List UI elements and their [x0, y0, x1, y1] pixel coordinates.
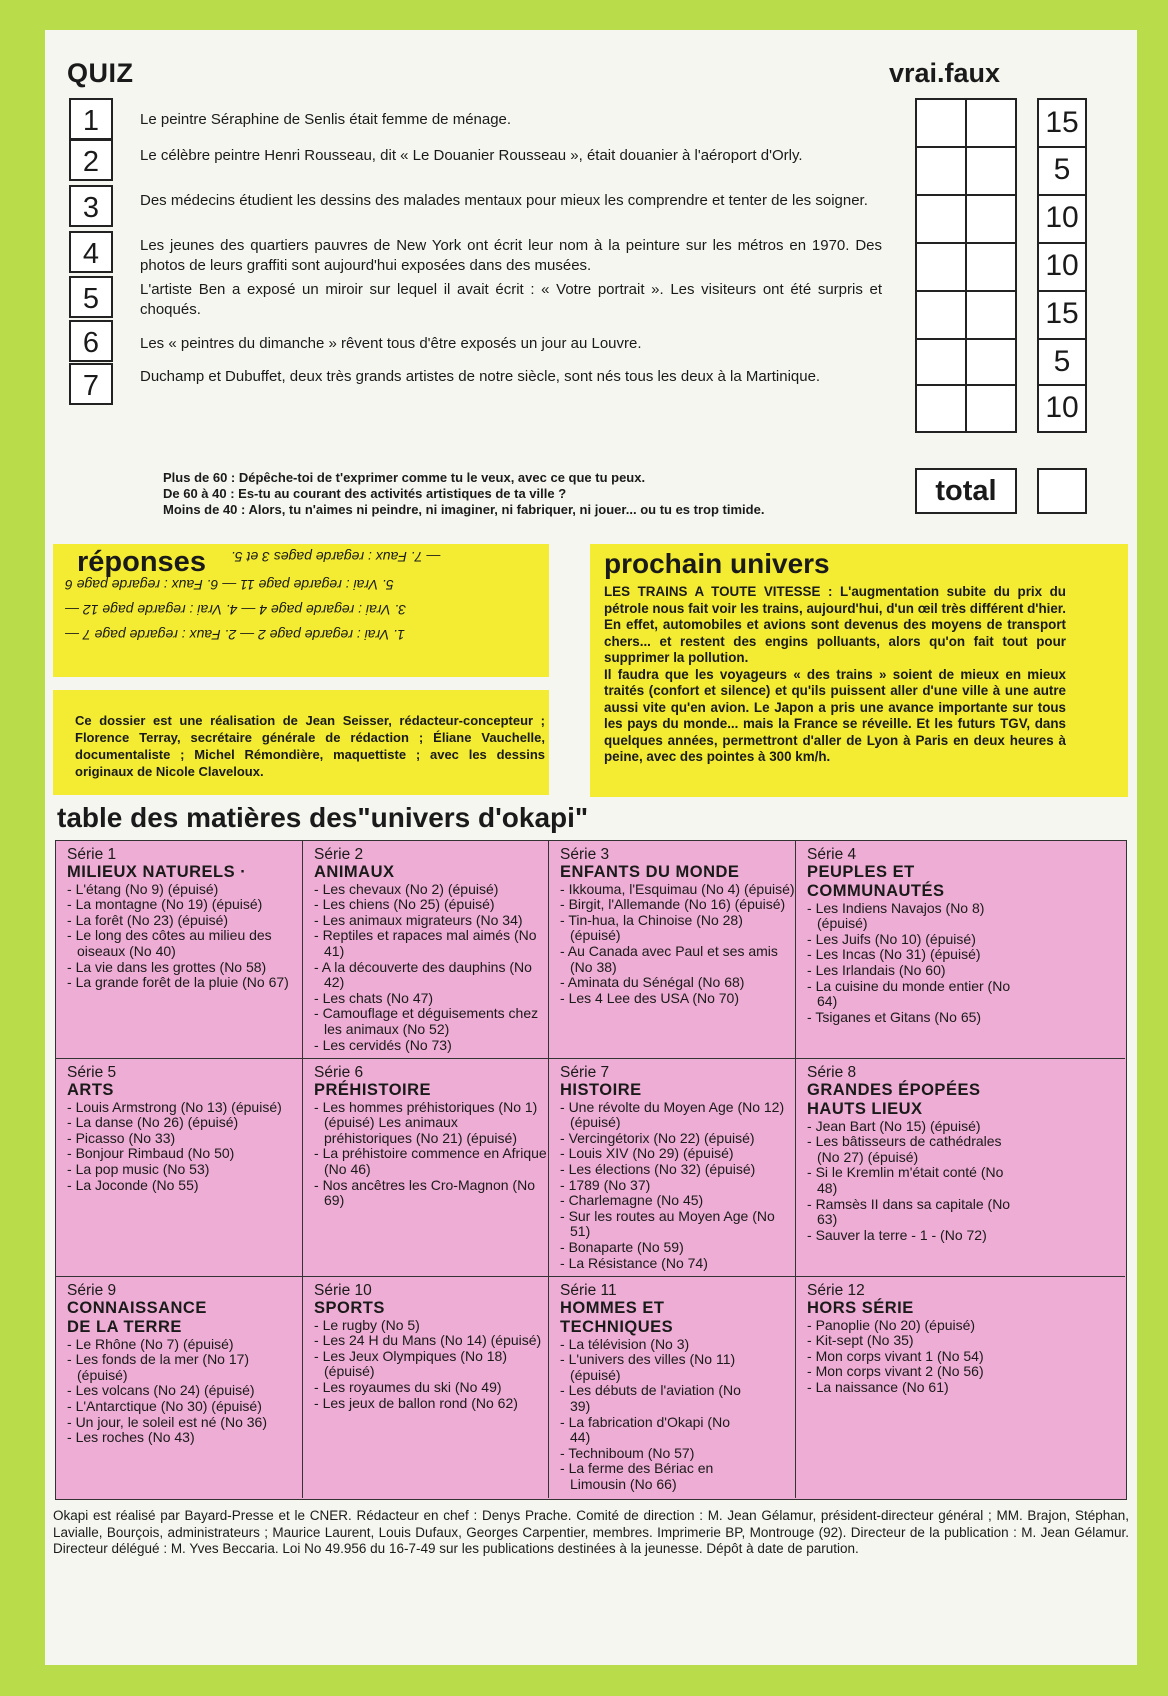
serie-name: HOMMES ET TECHNIQUES — [560, 1298, 674, 1336]
question-text: Le célèbre peintre Henri Rousseau, dit « Le Douanier Rousseau », était douanier à l'aéroport d'Orly. — [140, 147, 803, 164]
serie-item: - Un jour, le soleil est né (No 36) — [67, 1415, 302, 1431]
serie-item: - Louis XIV (No 29) (épuisé) — [560, 1146, 795, 1162]
credits-text: Ce dossier est une réalisation de Jean Seisser, rédacteur-concepteur ; Florence Terray, secrétaire générale de rédaction ; Éliane Vauchelle, documentaliste ; Michel Rémondière, maquettiste ; avec les dessins originaux de Nicole Claveloux. — [75, 713, 545, 779]
serie-item: - Les Indiens Navajos (No 8) (épuisé) — [807, 901, 1012, 932]
serie-number: Série 3 — [560, 846, 610, 863]
serie-list — [807, 1318, 1125, 1396]
serie-item: - Les cervidés (No 73) — [314, 1038, 548, 1054]
serie-list — [67, 1100, 302, 1194]
serie-item: - Kit-sept (No 35) — [807, 1333, 1125, 1349]
question-text: Le peintre Séraphine de Senlis était femme de ménage. — [140, 111, 512, 128]
page — [45, 30, 1137, 1665]
serie-name: GRANDES ÉPOPÉES HAUTS LIEUX — [807, 1080, 981, 1118]
quiz-title: QUIZ — [67, 58, 134, 88]
serie-item: - Une révolte du Moyen Age (No 12) (épuisé) — [560, 1100, 795, 1131]
serie-item: - L'étang (No 9) (épuisé) — [67, 882, 302, 898]
serie-item: - Aminata du Sénégal (No 68) — [560, 975, 795, 991]
total-field[interactable] — [1037, 468, 1087, 514]
serie-name: SPORTS — [314, 1298, 385, 1317]
serie-name: PEUPLES ET COMMUNAUTÉS — [807, 862, 945, 900]
question-number: 3 — [69, 185, 113, 227]
toc-grid — [55, 840, 1127, 1500]
serie-list — [67, 1337, 302, 1446]
points-column — [1037, 98, 1087, 433]
serie-item: - La cuisine du monde entier (No 64) — [807, 979, 1012, 1010]
serie-number: Série 6 — [314, 1064, 364, 1081]
serie-item: - Les Juifs (No 10) (épuisé) — [807, 932, 1012, 948]
serie-item: - Les royaumes du ski (No 49) — [314, 1380, 548, 1396]
serie-cell — [303, 841, 549, 1059]
footer-imprint: Okapi est réalisé par Bayard-Presse et le CNER. Rédacteur en chef : Denys Prache. Comité de direction : M. Jean Gélamur, président-directeur général ; MM. Brajon, Stéphan, Lavialle, Bourçois, administrateurs ; Maurice Laurent, Louis Dufaux, Georges Carpentier, membres. Imprimerie BP, Montrouge (92). Directeur de la publication : M. Jean Gélamur. Directeur délégué : M. Yves Beccaria. Loi No 49.956 du 16-7-49 sur les publications destinées à la jeunesse. Dépôt à date de parution. — [53, 1508, 1129, 1556]
serie-item: - Les animaux migrateurs (No 34) — [314, 913, 548, 929]
prochain-univers-body — [604, 584, 1066, 766]
serie-cell — [549, 1277, 796, 1498]
serie-item: - Birgit, l'Allemande (No 16) (épuisé) — [560, 897, 795, 913]
serie-item: - La ferme des Bériac en Limousin (No 66) — [560, 1461, 750, 1492]
serie-cell — [303, 1277, 549, 1498]
points-value: 5 — [1053, 345, 1071, 378]
prochain-univers-box — [590, 544, 1128, 797]
serie-item: - La préhistoire commence en Afrique (No 46) — [314, 1146, 548, 1177]
score-line: Plus de 60 : Dépêche-toi de t'exprimer comme tu le veux, avec ce que tu peux. — [163, 470, 646, 485]
serie-name: MILIEUX NATURELS · — [67, 862, 247, 881]
serie-item: - Bonjour Rimbaud (No 50) — [67, 1146, 302, 1162]
points-value: 10 — [1045, 249, 1079, 282]
prochain-univers-para: LES TRAINS A TOUTE VITESSE : L'augmentation subite du prix du pétrole nous fait voir les trains, aujourd'hui, d'un œil très différent d'hier. En effet, automobiles et avions sont devenus des moyens de transport chers... et restent des engins polluants, alors qu'on fait tout pour supprimer la pollution. — [604, 584, 1066, 665]
total-label: total — [915, 468, 1017, 514]
vrai-faux-label: vrai.faux — [889, 58, 1001, 88]
serie-item: - Panoplie (No 20) (épuisé) — [807, 1318, 1125, 1334]
question-text: L'artiste Ben a exposé un miroir sur lequel il avait écrit : « Votre portrait ». Les visiteurs ont été surpris et choqués. — [140, 281, 882, 318]
serie-name: HORS SÉRIE — [807, 1298, 914, 1317]
serie-name: ARTS — [67, 1080, 114, 1099]
serie-item: - Ramsès II dans sa capitale (No 63) — [807, 1197, 1017, 1228]
serie-list — [807, 901, 1012, 1026]
serie-item: - Le long des côtes au milieu des oiseaux (No 40) — [67, 928, 302, 959]
question-number: 2 — [69, 139, 113, 181]
serie-cell — [796, 841, 1125, 1059]
question-text: Duchamp et Dubuffet, deux très grands artistes de notre siècle, sont nés tous les deux à la Martinique. — [140, 368, 821, 385]
serie-item: - Picasso (No 33) — [67, 1131, 302, 1147]
serie-number: Série 2 — [314, 846, 364, 863]
serie-item: - Les roches (No 43) — [67, 1430, 302, 1446]
serie-item: - La Joconde (No 55) — [67, 1178, 302, 1194]
serie-item: - Sauver la terre - 1 - (No 72) — [807, 1228, 1017, 1244]
serie-list — [560, 1100, 795, 1272]
points-value: 15 — [1045, 106, 1079, 139]
serie-item: - Les Incas (No 31) (épuisé) — [807, 947, 1012, 963]
serie-cell — [796, 1059, 1125, 1277]
serie-item: - Reptiles et rapaces mal aimés (No 41) — [314, 928, 548, 959]
question-number: 5 — [69, 276, 113, 318]
serie-list — [560, 1337, 750, 1493]
serie-item: - Mon corps vivant 2 (No 56) — [807, 1364, 1125, 1380]
serie-item: - Nos ancêtres les Cro-Magnon (No 69) — [314, 1178, 548, 1209]
serie-item: - Les jeux de ballon rond (No 62) — [314, 1396, 548, 1412]
serie-cell — [56, 1059, 303, 1277]
serie-item: - Au Canada avec Paul et ses amis (No 38) — [560, 944, 795, 975]
serie-name: PRÉHISTOIRE — [314, 1080, 432, 1099]
serie-number: Série 9 — [67, 1282, 117, 1299]
serie-cell — [549, 841, 796, 1059]
serie-item: - Louis Armstrong (No 13) (épuisé) — [67, 1100, 302, 1116]
serie-cell — [56, 1277, 303, 1498]
reponse-line: 5. Vrai : regarde page 11 — 6. Faux : regarde page 6 — [65, 577, 394, 593]
serie-item: - 1789 (No 37) — [560, 1178, 795, 1194]
serie-item: - La montagne (No 19) (épuisé) — [67, 897, 302, 913]
serie-item: - La pop music (No 53) — [67, 1162, 302, 1178]
points-value: 10 — [1045, 201, 1079, 234]
serie-item: - Le Rhône (No 7) (épuisé) — [67, 1337, 302, 1353]
serie-list — [67, 882, 302, 991]
serie-item: - Jean Bart (No 15) (épuisé) — [807, 1119, 1017, 1135]
score-line: Moins de 40 : Alors, tu n'aimes ni peindre, ni imaginer, ni fabriquer, ni jouer... ou tu es trop timide. — [163, 502, 765, 517]
serie-list — [314, 882, 548, 1054]
serie-item: - La grande forêt de la pluie (No 67) — [67, 975, 302, 991]
points-value: 10 — [1045, 391, 1079, 424]
serie-number: Série 11 — [560, 1282, 617, 1299]
serie-cell — [796, 1277, 1125, 1498]
serie-number: Série 7 — [560, 1064, 610, 1081]
points-value: 15 — [1045, 297, 1079, 330]
serie-cell — [549, 1059, 796, 1277]
serie-name: HISTOIRE — [560, 1080, 642, 1099]
serie-item: - Tsiganes et Gitans (No 65) — [807, 1010, 1012, 1026]
serie-item: - Vercingétorix (No 22) (épuisé) — [560, 1131, 795, 1147]
serie-name: ENFANTS DU MONDE — [560, 862, 740, 881]
question-number: 6 — [69, 320, 113, 362]
serie-cell — [303, 1059, 549, 1277]
serie-number: Série 10 — [314, 1282, 372, 1299]
reponses-title: réponses — [77, 546, 206, 578]
serie-item: - La télévision (No 3) — [560, 1337, 750, 1353]
reponse-line: 3. Vrai : regarde page 4 — 4. Vrai : regarde page 12 — — [65, 602, 407, 618]
vrai-faux-grid[interactable] — [915, 98, 1017, 433]
serie-item: - Charlemagne (No 45) — [560, 1193, 795, 1209]
serie-list — [807, 1119, 1017, 1244]
serie-number: Série 5 — [67, 1064, 117, 1081]
score-line: De 60 à 40 : Es-tu au courant des activités artistiques de ta ville ? — [163, 486, 567, 501]
serie-name: ANIMAUX — [314, 862, 395, 881]
reponse-line: — 7. Faux : regarde pages 3 et 5. — [231, 549, 441, 565]
serie-item: - Les chiens (No 25) (épuisé) — [314, 897, 548, 913]
serie-item: - Les élections (No 32) (épuisé) — [560, 1162, 795, 1178]
serie-item: - Ikkouma, l'Esquimau (No 4) (épuisé) — [560, 882, 795, 898]
serie-item: - Si le Kremlin m'était conté (No 48) — [807, 1165, 1017, 1196]
serie-item: - La danse (No 26) (épuisé) — [67, 1115, 302, 1131]
serie-item: - La vie dans les grottes (No 58) — [67, 960, 302, 976]
serie-number: Série 8 — [807, 1064, 857, 1081]
serie-list — [314, 1318, 548, 1412]
serie-item: - Les débuts de l'aviation (No 39) — [560, 1383, 750, 1414]
serie-list — [314, 1100, 548, 1209]
serie-item: - La naissance (No 61) — [807, 1380, 1125, 1396]
toc-title: table des matières des"univers d'okapi" — [57, 802, 589, 833]
serie-item: - Techniboum (No 57) — [560, 1446, 750, 1462]
prochain-univers-para: Il faudra que les voyageurs « des trains » soient de mieux en mieux traités (confort et silence) et qu'ils puissent aller d'une ville à une autre aussi vite qu'en avion. Le Japon a pris une avance importante sur tous les pays du monde... mais la France se réveille. Et les futurs TGV, dans quelques années, permettront d'aller de Lyon à Paris en deux heures à peine, avec des pointes à 300 km/h. — [604, 666, 1066, 764]
serie-item: - Les hommes préhistoriques (No 1) (épuisé) Les animaux préhistoriques (No 21) (épuisé) — [314, 1100, 548, 1147]
serie-cell — [56, 841, 303, 1059]
serie-item: - Les bâtisseurs de cathédrales (No 27) (épuisé) — [807, 1134, 1017, 1165]
serie-item: - Bonaparte (No 59) — [560, 1240, 795, 1256]
serie-item: - Les 24 H du Mans (No 14) (épuisé) — [314, 1333, 548, 1349]
serie-number: Série 4 — [807, 846, 857, 863]
serie-item: - Tin-hua, la Chinoise (No 28) (épuisé) — [560, 913, 795, 944]
serie-item: - Les Irlandais (No 60) — [807, 963, 1012, 979]
serie-item: - A la découverte des dauphins (No 42) — [314, 960, 548, 991]
question-text: Les « peintres du dimanche » rêvent tous d'être exposés un jour au Louvre. — [140, 335, 642, 352]
serie-list — [560, 882, 795, 1007]
serie-item: - Les Jeux Olympiques (No 18) (épuisé) — [314, 1349, 548, 1380]
serie-item: - La fabrication d'Okapi (No 44) — [560, 1415, 750, 1446]
serie-item: - Les chats (No 47) — [314, 991, 548, 1007]
reponse-line: 1. Vrai : regarde page 2 — 2. Faux : regarde page 7 — — [65, 627, 405, 643]
serie-item: - Le rugby (No 5) — [314, 1318, 548, 1334]
serie-item: - Mon corps vivant 1 (No 54) — [807, 1349, 1125, 1365]
question-text: Les jeunes des quartiers pauvres de New York ont écrit leur nom à la peinture sur les métros en 1970. Des photos de leurs graffiti sont aujourd'hui exposées dans des musées. — [140, 237, 882, 274]
serie-item: - Les fonds de la mer (No 17) (épuisé) — [67, 1352, 302, 1383]
serie-item: - La Résistance (No 74) — [560, 1256, 795, 1272]
serie-item: - Les chevaux (No 2) (épuisé) — [314, 882, 548, 898]
question-number: 1 — [69, 98, 113, 140]
serie-item: - L'univers des villes (No 11) (épuisé) — [560, 1352, 750, 1383]
serie-item: - L'Antarctique (No 30) (épuisé) — [67, 1399, 302, 1415]
serie-number: Série 12 — [807, 1282, 865, 1299]
question-number: 7 — [69, 363, 113, 405]
credits-box — [53, 690, 549, 795]
serie-name: CONNAISSANCE DE LA TERRE — [67, 1298, 207, 1336]
serie-item: - Sur les routes au Moyen Age (No 51) — [560, 1209, 795, 1240]
question-text: Des médecins étudient les dessins des malades mentaux pour mieux les comprendre et tenter de les soigner. — [140, 192, 868, 209]
serie-item: - Les 4 Lee des USA (No 70) — [560, 991, 795, 1007]
serie-item: - Les volcans (No 24) (épuisé) — [67, 1383, 302, 1399]
reponses-box — [53, 544, 549, 677]
points-value: 5 — [1053, 153, 1071, 186]
prochain-univers-title: prochain univers — [604, 548, 830, 579]
question-number: 4 — [69, 231, 113, 273]
serie-item: - La forêt (No 23) (épuisé) — [67, 913, 302, 929]
serie-item: - Camouflage et déguisements chez les animaux (No 52) — [314, 1006, 548, 1037]
serie-number: Série 1 — [67, 846, 117, 863]
